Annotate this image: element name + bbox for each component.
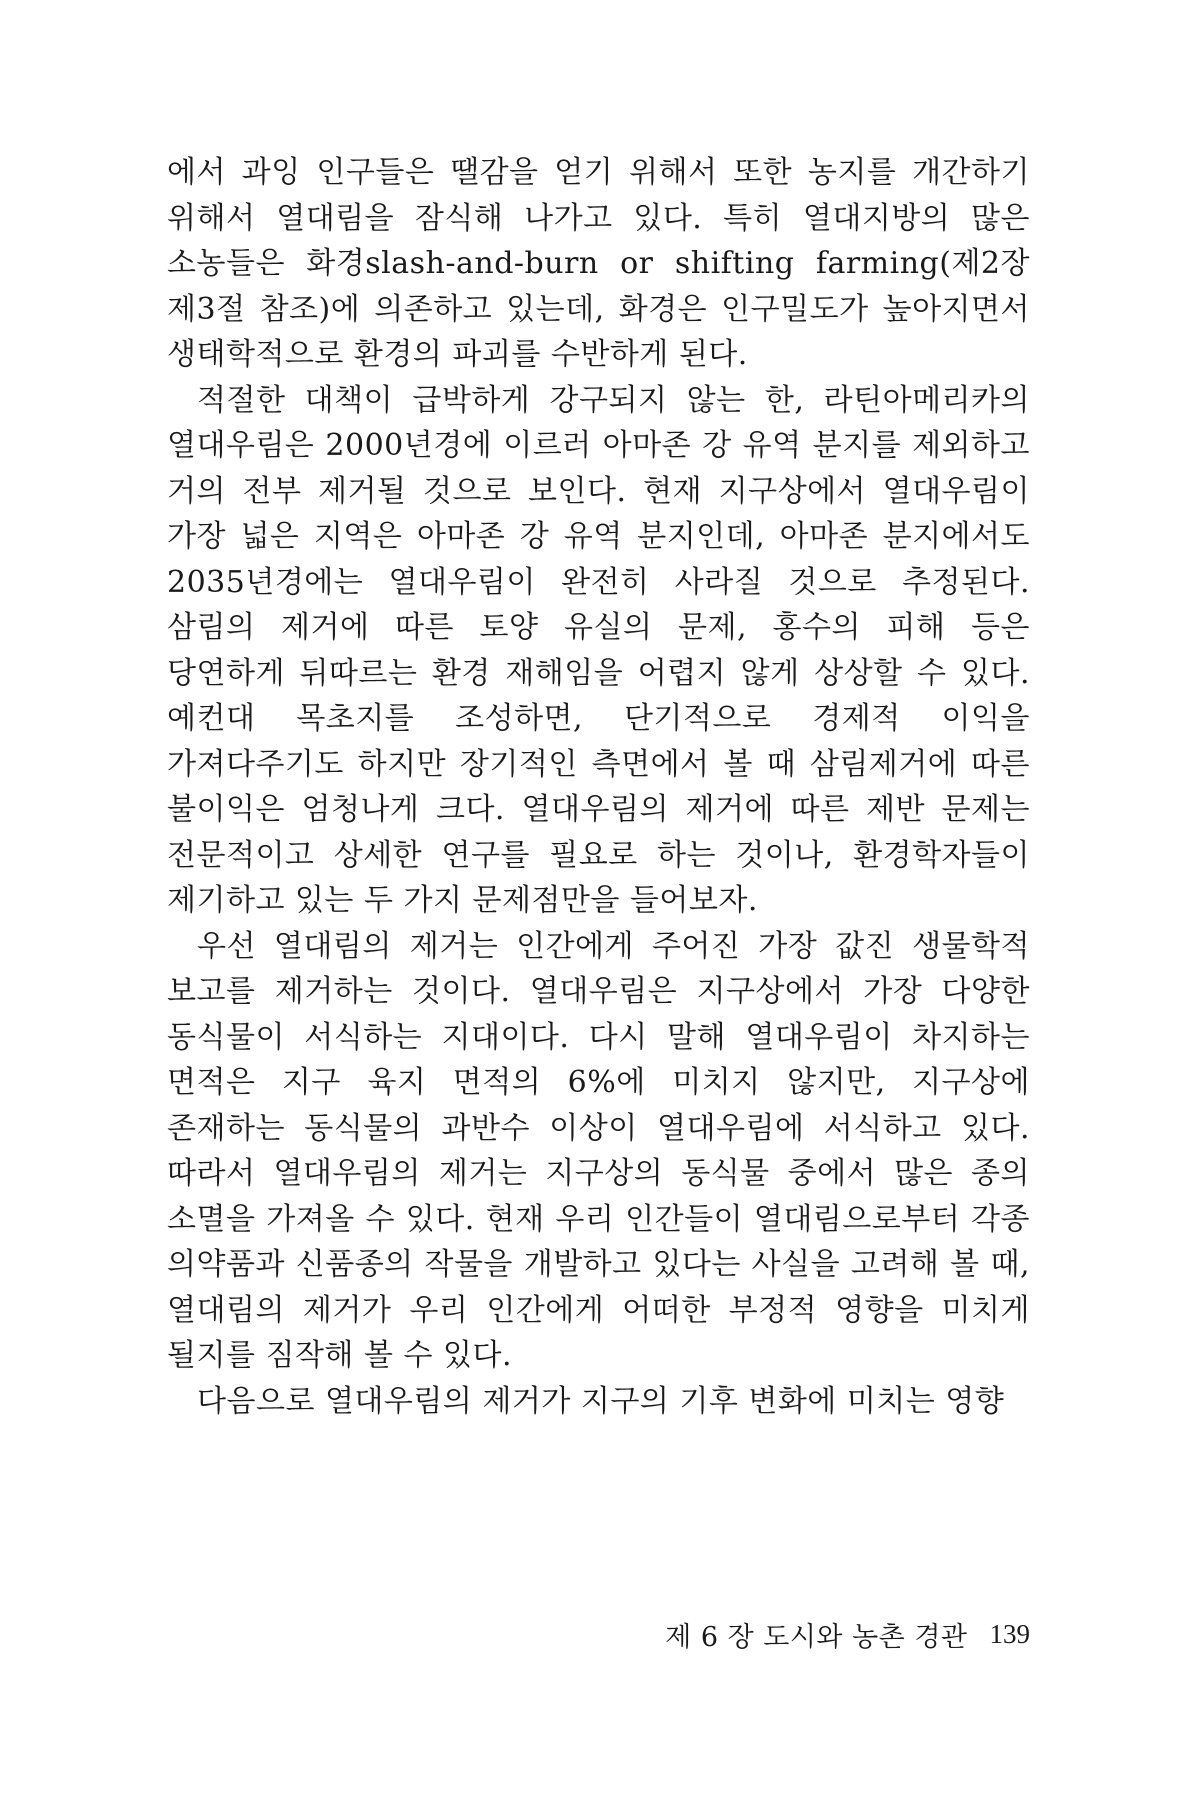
page-footer xyxy=(650,1614,1030,1654)
paragraph-climate: 다음으로 열대우림의 제거가 지구의 기후 변화에 미치는 영향 xyxy=(197,1383,1005,1419)
paragraph-biodiversity: 우선 열대림의 제거는 인간에게 주어진 가장 값진 생물학적 보고를 제거하는 것이다. 열대우림은 지구상에서 가장 다양한 동식물이 서식하는 지대이다. 다시 말해 열대우림이 차지하는 면적은 지구 육지 면적의 6%에 미치지 않지만, 지구상에 존재하는 동식물의 과반수 이상이 열대우림에 서식하고 있다. 따라서 열대우림의 제거는 지구상의 동식물 중에서 많은 종의 소멸을 가져올 수 있다. 현재 우리 인간들이 열대림으로부터 각종 의약품과 신품종의 작물을 개발하고 있다는 사실을 고려해 볼 때, 열대림의 제거가 우리 인간에게 어떠한 부정적 영향을 미치게 될지를 짐작해 볼 수 있다. xyxy=(167,928,1030,1373)
body-text xyxy=(167,150,1030,1424)
paragraph-rainforest-loss: 적절한 대책이 급박하게 강구되지 않는 한, 라틴아메리카의 열대우림은 2000년경에 이르러 아마존 강 유역 분지를 제외하고 거의 전부 제거될 것으로 보인다. 현재 지구상에서 열대우림이 가장 넓은 지역은 아마존 강 유역 분지인데, 아마존 분지에서도 2035년경에는 열대우림이 완전히 사라질 것으로 추정된다. 삼림의 제거에 따른 토양 유실의 문제, 홍수의 피해 등은 당연하게 뒤따르는 환경 재해임을 어렵지 않게 상상할 수 있다. 예컨대 목초지를 조성하면, 단기적으로 경제적 이익을 가져다주기도 하지만 장기적인 측면에서 볼 때 삼림제거에 따른 불이익은 엄청나게 크다. 열대우림의 제거에 따른 제반 문제는 전문적이고 상세한 연구를 필요로 하는 것이나, 환경학자들이 제기하고 있는 두 가지 문제점만을 들어보자. xyxy=(167,382,1030,918)
paragraph-continued: 에서 과잉 인구들은 땔감을 얻기 위해서 또한 농지를 개간하기 위해서 열대림을 잠식해 나가고 있다. 특히 열대지방의 많은 소농들은 화경slash-and-burn or shifting farming(제2장 제3절 참조)에 의존하고 있는데, 화경은 인구밀도가 높아지면서 생태학적으로 환경의 파괴를 수반하게 된다. xyxy=(167,155,1030,372)
page-number: 139 xyxy=(989,1618,1030,1649)
chapter-title: 제 6 장 도시와 농촌 경관 xyxy=(665,1621,968,1653)
